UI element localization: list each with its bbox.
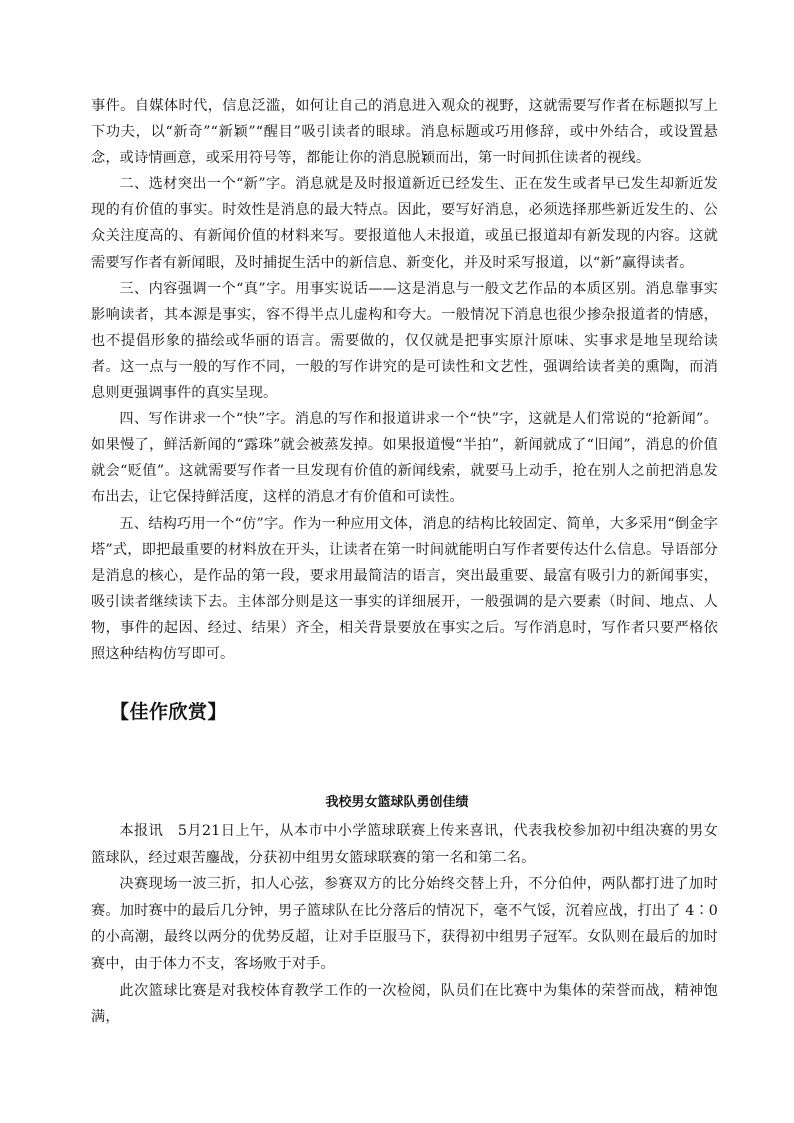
point-paragraph-imitate: 五、结构巧用一个“仿”字。作为一种应用文体，消息的结构比较固定、简单，大多采用“倒金字塔”式，即把最重要的材料放在开头，让读者在第一时间就能明白写作者要传达什么信息。导语部分是消息的核心，是作品的第一段，要求用最简洁的语言，突出最重要、最富有吸引力的新闻事实，吸引读者继续读下去。主体部分则是这一事实的详细展开，一般强调的是六要素（时间、地点、人物，事件的起因、经过、结果）齐全，相关背景要放在事实之后。写作消息时，写作者只要严格依照这种结构仿写即可。 xyxy=(91,515,718,662)
section-heading: 【佳作欣赏】 xyxy=(110,701,228,723)
point-paragraph-new: 二、选材突出一个“新”字。消息就是及时报道新近已经发生、正在发生或者早已发生却新近发现的有价值的事实。时效性是消息的最大特点。因此，要写好消息，必须选择那些新近发生的、公众关注度高的、有新闻价值的材料来写。要报道他人未报道，或虽已报道却有新发现的内容。这就需要写作者有新闻眼，及时捕捉生活中的新信息、新变化，并及时采写报道，以“新”赢得读者。 xyxy=(91,176,718,271)
intro-paragraph: 事件。自媒体时代，信息泛滥，如何让自己的消息进入观众的视野，这就需要写作者在标题拟写上下功夫，以“新奇”“新颖”“醒目”吸引读者的眼球。消息标题或巧用修辞，或中外结合，或设置悬念，或诗情画意，或采用符号等，都能让你的消息脱颖而出，第一时间抓住读者的视线。 xyxy=(91,98,718,167)
article-paragraph: 本报讯 5月21日上午，从本市中小学篮球联赛上传来喜讯，代表我校参加初中组决赛的男女篮球队，经过艰苦鏖战，分获初中组男女篮球联赛的第一名和第二名。 xyxy=(91,823,718,866)
article-title: 我校男女篮球队勇创佳绩 xyxy=(325,795,469,810)
article-paragraph: 决赛现场一波三折，扣人心弦，参赛双方的比分始终交替上升，不分伯仲，两队都打进了加时赛。加时赛中的最后几分钟，男子篮球队在比分落后的情况下，毫不气馁，沉着应战，打出了 4∶0 的小高潮，最终以两分的优势反超，让对手臣服马下，获得初中组男子冠军。女队则在最后的加时赛中，由于体力不支，客场败于对手。 xyxy=(91,876,718,972)
body-text xyxy=(91,93,718,667)
point-paragraph-fast: 四、写作讲求一个“快”字。消息的写作和报道讲求一个“快”字，这就是人们常说的“抢新闻”。如果慢了，鲜活新闻的“露珠”就会被蒸发掉。如果报道慢“半拍”，新闻就成了“旧闻”，消息的价值就会“贬值”。这就需要写作者一旦发现有价值的新闻线索，就要马上动手，抢在别人之前把消息发布出去，让它保持鲜活度，这样的消息才有价值和可读性。 xyxy=(91,411,718,506)
point-paragraph-true: 三、内容强调一个“真”字。用事实说话——这是消息与一般文艺作品的本质区别。消息靠事实影响读者，其本源是事实，容不得半点儿虚构和夸大。一般情况下消息也很少掺杂报道者的情感，也不提倡形象的描绘或华丽的语言。需要做的，仅仅就是把事实原汁原味、实事求是地呈现给读者。这一点与一般的写作不同，一般的写作讲究的是可读性和文艺性，强调给读者美的熏陶，而消息则更强调事件的真实呈现。 xyxy=(91,280,718,402)
article-body xyxy=(91,818,718,1031)
article-paragraph: 此次篮球比赛是对我校体育教学工作的一次检阅，队员们在比赛中为集体的荣誉而战，精神饱满， xyxy=(91,982,718,1026)
